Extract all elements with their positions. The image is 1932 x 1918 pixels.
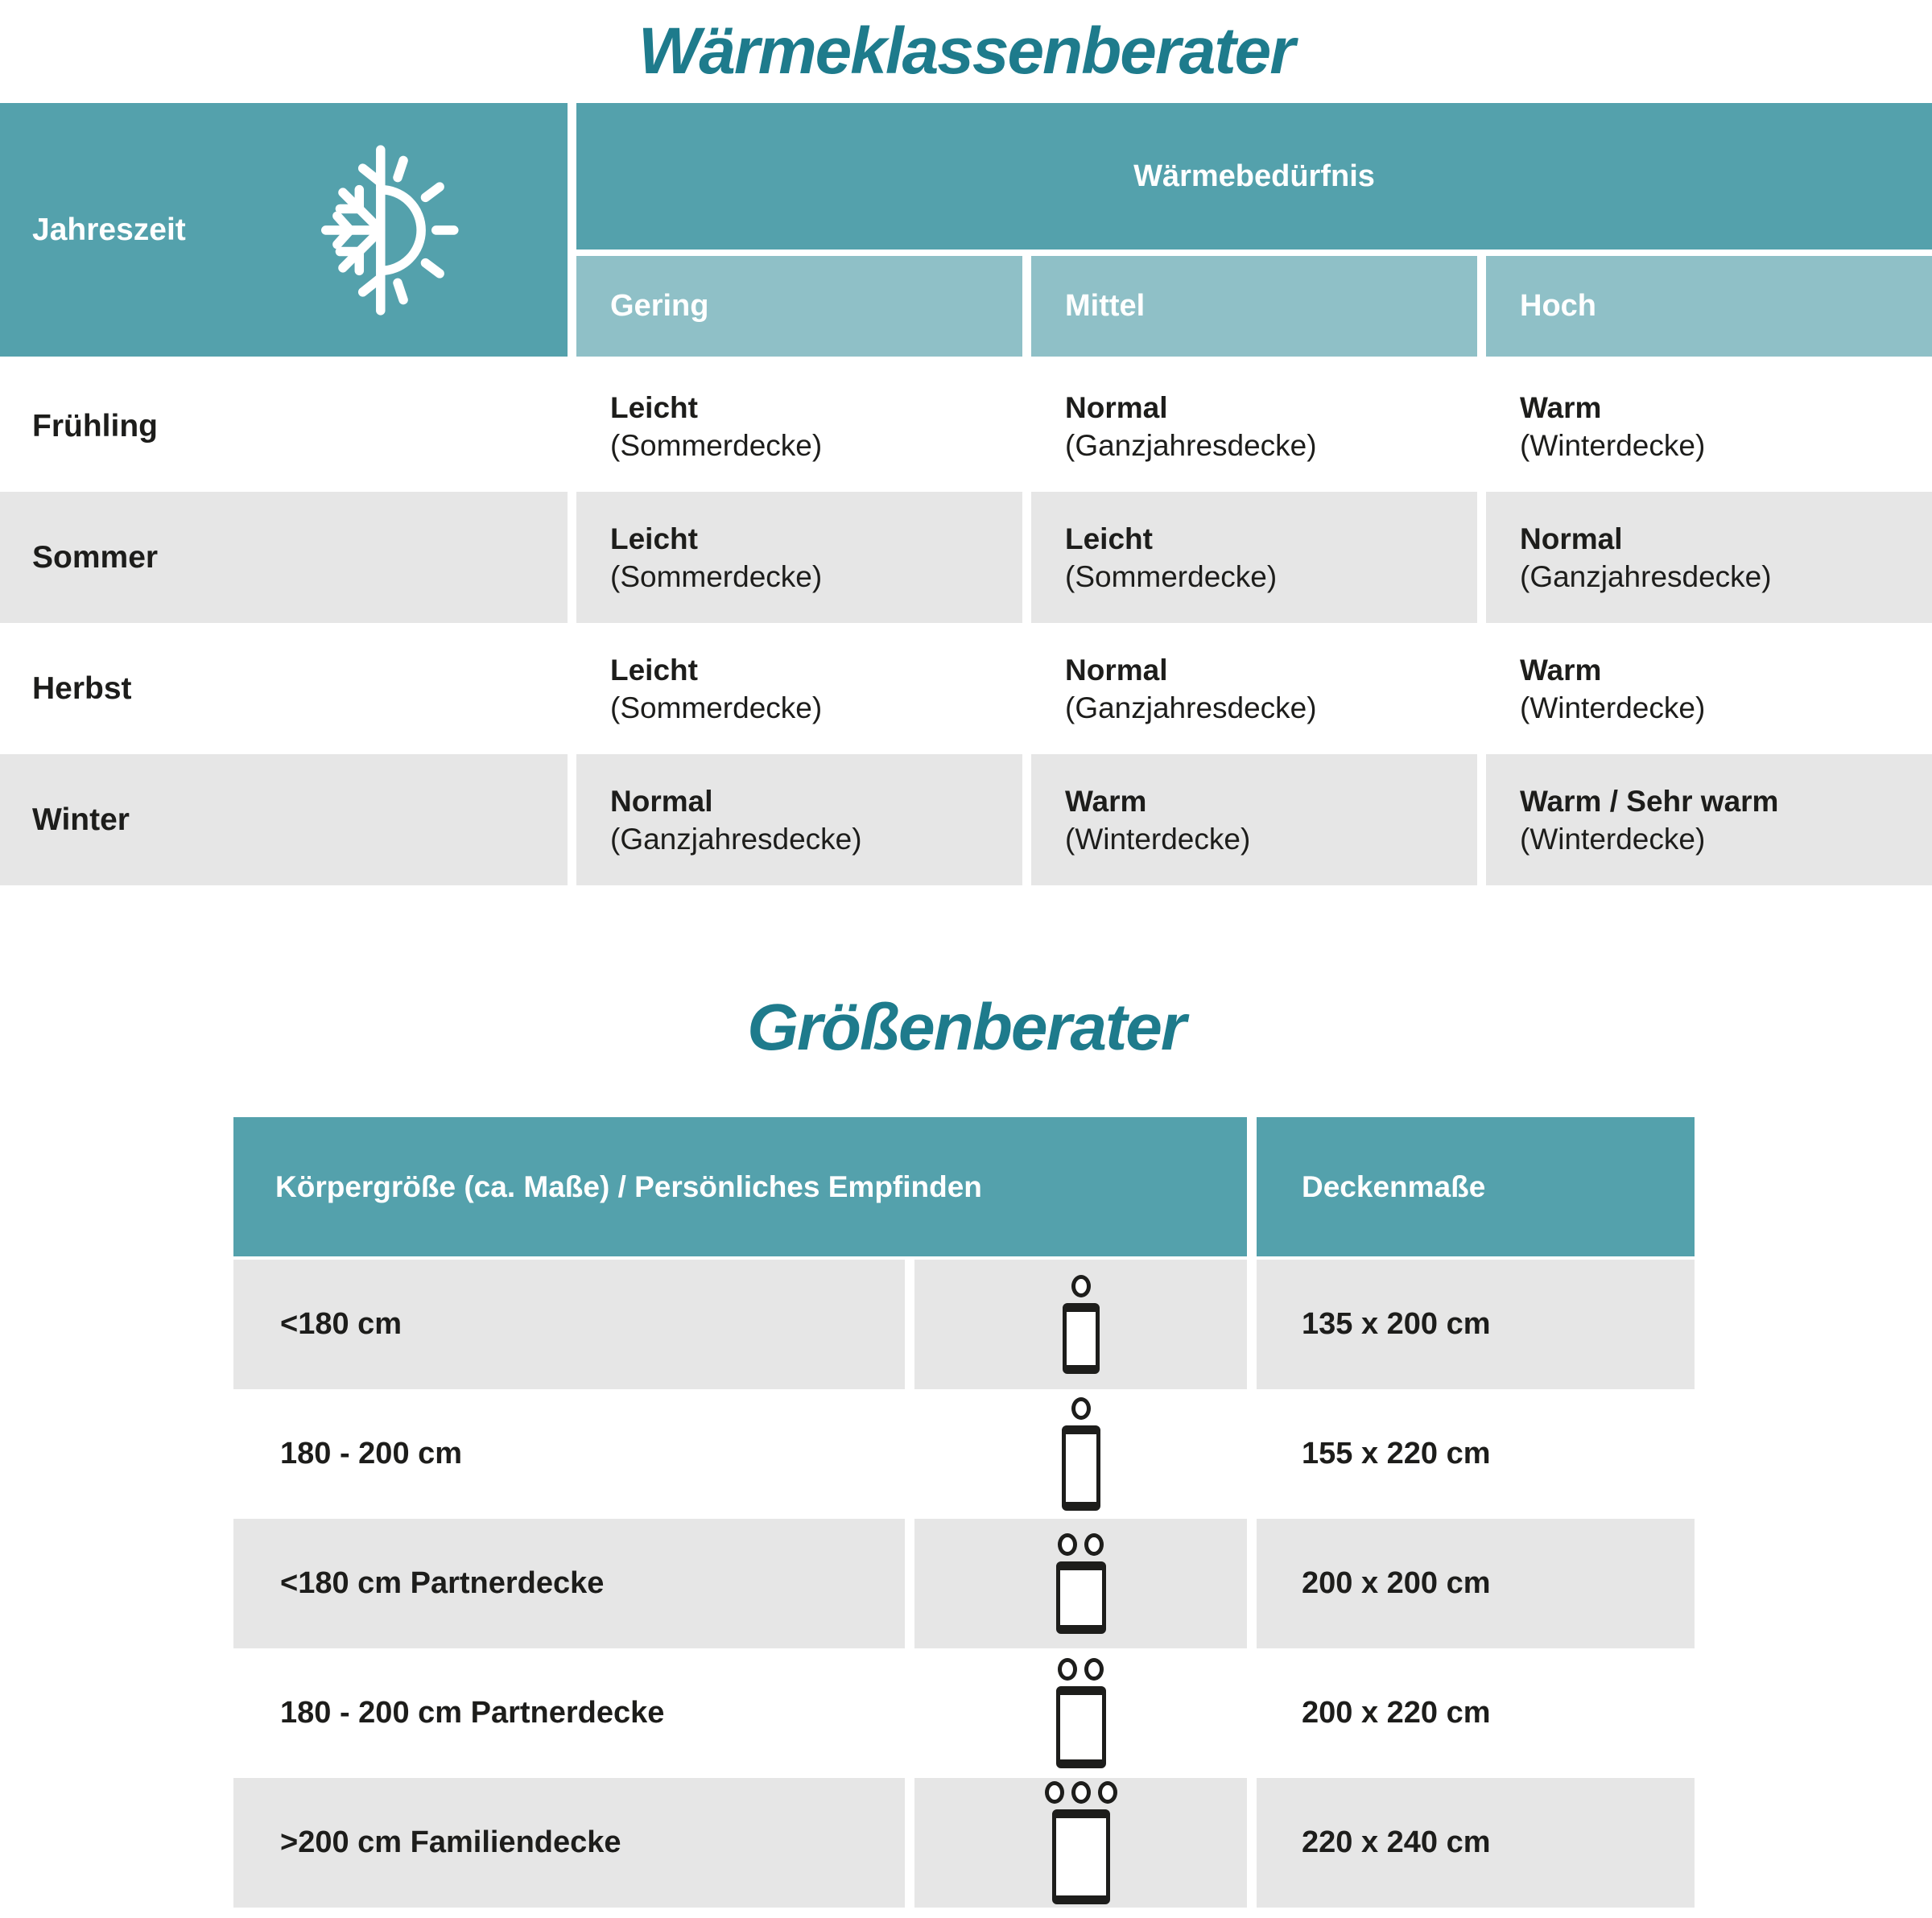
- class-sub: (Ganzjahresdecke): [1065, 691, 1317, 724]
- class-main: Leicht: [610, 653, 698, 687]
- cell-winter-hoch: [1486, 754, 1932, 885]
- head-dot: [1045, 1781, 1064, 1804]
- class-main: Normal: [1065, 653, 1168, 687]
- duvet-size-header-label: Deckenmaße: [1302, 1169, 1486, 1203]
- class-main: Warm: [1520, 390, 1602, 424]
- class-main: Normal: [610, 784, 713, 818]
- season-label: Frühling: [32, 409, 158, 443]
- level-header-hoch: [1486, 256, 1932, 357]
- class-main: Normal: [1065, 390, 1168, 424]
- size-table: [233, 1117, 1695, 1908]
- duvet-shape: [1052, 1809, 1110, 1904]
- head-dot: [1071, 1275, 1091, 1297]
- size-row-icon-cell: [914, 1519, 1247, 1648]
- head-dot: [1058, 1533, 1077, 1556]
- class-main: Leicht: [610, 390, 698, 424]
- class-main: Warm: [1065, 784, 1147, 818]
- height-label: >200 cm Familiendecke: [280, 1825, 621, 1859]
- height-label: 180 - 200 cm: [280, 1437, 463, 1470]
- class-sub: (Winterdecke): [1520, 822, 1706, 856]
- person-single-icon: [1063, 1275, 1100, 1374]
- level-header-gering: [576, 256, 1022, 357]
- class-sub: (Winterdecke): [1520, 691, 1706, 724]
- duvet-size-value: 220 x 240 cm: [1302, 1825, 1491, 1859]
- size-table-body: [233, 1260, 1695, 1908]
- cell-fruehling-hoch: [1486, 361, 1932, 492]
- size-row-size: [1257, 1778, 1695, 1908]
- size-row-icon-cell: [914, 1648, 1247, 1778]
- persons-two-tall-icon: [1056, 1658, 1106, 1768]
- size-table-header: [233, 1117, 1695, 1256]
- class-sub: (Sommerdecke): [610, 428, 823, 462]
- duvet-shape: [1062, 1425, 1100, 1511]
- body-height-header-label: Körpergröße (ca. Maße) / Persönliches Empfinden: [275, 1169, 982, 1203]
- level-header-mittel: [1031, 256, 1477, 357]
- size-row-label: [233, 1648, 905, 1778]
- class-sub: (Ganzjahresdecke): [610, 822, 862, 856]
- duvet-shape: [1056, 1686, 1106, 1768]
- class-sub: (Sommerdecke): [610, 559, 823, 593]
- persons-two-icon: [1056, 1533, 1106, 1634]
- snowflake-sun-icon: [306, 137, 459, 324]
- size-row-icon-cell: [914, 1260, 1247, 1389]
- class-main: Warm: [1520, 653, 1602, 687]
- class-main: Normal: [1520, 522, 1623, 555]
- class-sub: (Winterdecke): [1065, 822, 1251, 856]
- size-row-icon-cell: [914, 1389, 1247, 1519]
- warmth-table-body: [0, 361, 1932, 885]
- duvet-size-value: 200 x 220 cm: [1302, 1696, 1491, 1730]
- body-height-header-cell: [233, 1117, 1247, 1256]
- season-header-cell: [0, 103, 568, 357]
- height-label: <180 cm: [280, 1307, 402, 1341]
- head-dot: [1058, 1658, 1077, 1681]
- level-label: Hoch: [1520, 289, 1596, 323]
- level-label: Gering: [610, 289, 709, 323]
- size-row-label: [233, 1778, 905, 1908]
- person-single-tall-icon: [1062, 1397, 1100, 1511]
- duvet-size-value: 135 x 200 cm: [1302, 1307, 1491, 1341]
- size-row-size: [1257, 1519, 1695, 1648]
- class-sub: (Sommerdecke): [610, 691, 823, 724]
- duvet-size-value: 155 x 220 cm: [1302, 1437, 1491, 1470]
- season-label: Sommer: [32, 540, 159, 575]
- class-sub: (Ganzjahresdecke): [1065, 428, 1317, 462]
- cell-sommer-hoch: [1486, 492, 1932, 623]
- cell-fruehling-mittel: [1031, 361, 1477, 492]
- class-main: Leicht: [1065, 522, 1153, 555]
- head-dot: [1071, 1781, 1091, 1804]
- season-cell-sommer: [0, 492, 568, 623]
- season-header-label: Jahreszeit: [32, 212, 186, 247]
- persons-three-icon: [1045, 1781, 1117, 1904]
- cell-fruehling-gering: [576, 361, 1022, 492]
- cell-herbst-mittel: [1031, 623, 1477, 754]
- height-label: <180 cm Partnerdecke: [280, 1566, 605, 1600]
- cell-winter-gering: [576, 754, 1022, 885]
- head-dot: [1071, 1397, 1091, 1420]
- season-cell-fruehling: [0, 361, 568, 492]
- cell-sommer-mittel: [1031, 492, 1477, 623]
- warmth-table-header: [0, 103, 1932, 357]
- duvet-shape: [1056, 1561, 1106, 1634]
- size-row-size: [1257, 1389, 1695, 1519]
- warmth-class-title: Wärmeklassenberater: [638, 14, 1294, 88]
- head-dot: [1098, 1781, 1117, 1804]
- size-row-label: [233, 1389, 905, 1519]
- duvet-size-value: 200 x 200 cm: [1302, 1566, 1491, 1600]
- season-label: Winter: [32, 802, 130, 837]
- class-main: Leicht: [610, 522, 698, 555]
- duvet-size-header-cell: [1257, 1117, 1695, 1256]
- height-label: 180 - 200 cm Partnerdecke: [280, 1696, 665, 1730]
- size-row-size: [1257, 1648, 1695, 1778]
- class-sub: (Sommerdecke): [1065, 559, 1278, 593]
- class-sub: (Winterdecke): [1520, 428, 1706, 462]
- class-sub: (Ganzjahresdecke): [1520, 559, 1772, 593]
- warmth-need-label: Wärmebedürfnis: [1133, 159, 1375, 193]
- season-cell-herbst: [0, 623, 568, 754]
- size-row-icon-cell: [914, 1778, 1247, 1908]
- season-label: Herbst: [32, 671, 132, 706]
- size-row-label: [233, 1519, 905, 1648]
- duvet-shape: [1063, 1303, 1100, 1374]
- class-main: Warm / Sehr warm: [1520, 784, 1779, 818]
- warmth-need-header-cell: [576, 103, 1932, 250]
- season-cell-winter: [0, 754, 568, 885]
- head-dot: [1084, 1533, 1104, 1556]
- cell-winter-mittel: [1031, 754, 1477, 885]
- level-label: Mittel: [1065, 289, 1146, 323]
- cell-herbst-gering: [576, 623, 1022, 754]
- cell-herbst-hoch: [1486, 623, 1932, 754]
- head-dot: [1084, 1658, 1104, 1681]
- size-advisor-title: Größenberater: [747, 991, 1185, 1064]
- size-row-label: [233, 1260, 905, 1389]
- size-row-size: [1257, 1260, 1695, 1389]
- cell-sommer-gering: [576, 492, 1022, 623]
